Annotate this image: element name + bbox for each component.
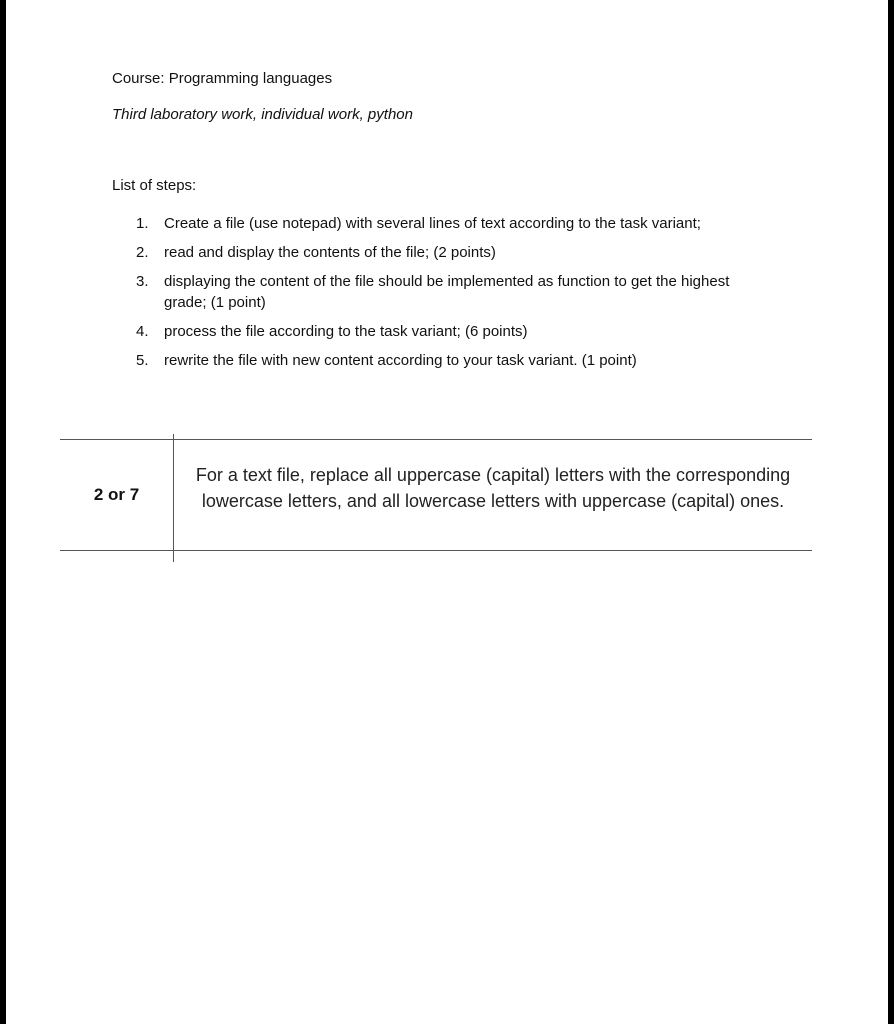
variant-task-description: For a text file, replace all uppercase (capital) letters with the corresponding lowercase letters, and all lowercase letters with uppercase (capital) ones. [195, 465, 791, 511]
step-text: process the file according to the task variant; (6 points) [164, 323, 528, 340]
variant-table [60, 439, 812, 551]
step-text: rewrite the file with new content according to your task variant. (1 point) [164, 352, 637, 369]
steps-list [136, 213, 776, 379]
step-text: displaying the content of the file should be implemented as function to get the highest grade; (1 point) [164, 273, 730, 311]
step-number: 4. [136, 323, 149, 340]
step-item [136, 350, 776, 371]
steps-heading: List of steps: [112, 177, 197, 194]
variant-number: 2 or 7 [93, 485, 140, 504]
step-item [136, 242, 776, 263]
lab-subtitle: Third laboratory work, individual work, python [112, 106, 413, 123]
step-item [136, 213, 776, 234]
step-item [136, 321, 776, 342]
step-item [136, 271, 776, 313]
step-number: 1. [136, 215, 149, 232]
step-number: 2. [136, 244, 149, 261]
step-text: Create a file (use notepad) with several lines of text according to the task variant; [164, 215, 701, 232]
step-text: read and display the contents of the file; (2 points) [164, 244, 496, 261]
step-number: 5. [136, 352, 149, 369]
course-title: Course: Programming languages [112, 70, 333, 87]
document-page [6, 0, 888, 1024]
step-number: 3. [136, 273, 149, 290]
